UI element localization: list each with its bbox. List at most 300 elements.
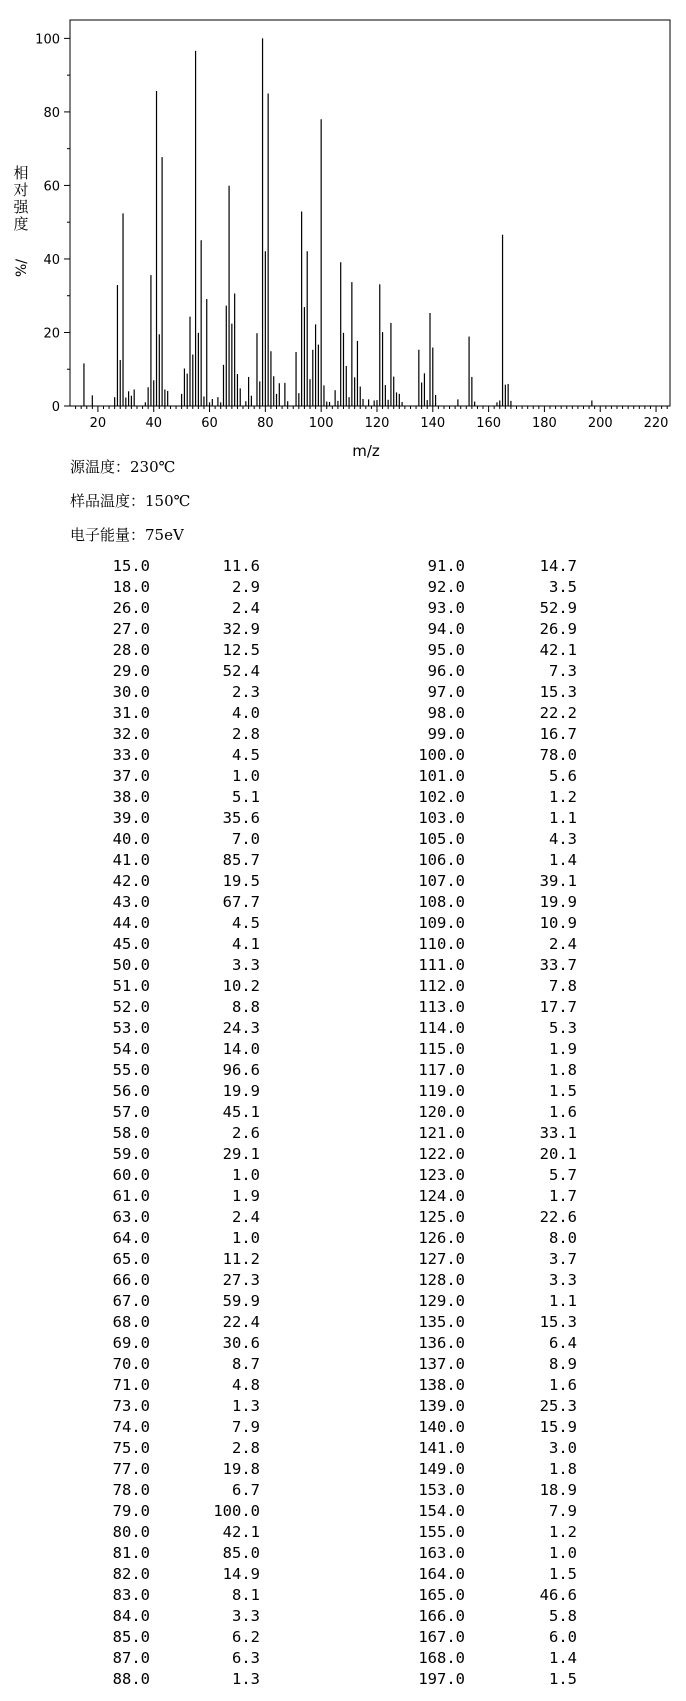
mz-cell: 166.0 [418, 1607, 465, 1625]
intensity-cell: 19.5 [222, 872, 260, 890]
mz-cell: 121.0 [418, 1124, 465, 1142]
intensity-cell: 1.8 [549, 1460, 577, 1478]
table-row-right [0, 934, 686, 955]
mz-cell: 55.0 [112, 1061, 150, 1079]
mz-cell: 27.0 [112, 620, 150, 638]
intensity-cell: 22.2 [539, 704, 577, 722]
mz-cell: 75.0 [112, 1439, 150, 1457]
peak-table [0, 556, 686, 1696]
mz-cell: 91.0 [427, 557, 465, 575]
intensity-cell: 4.5 [232, 746, 260, 764]
table-row-right [0, 1018, 686, 1039]
intensity-cell: 78.0 [539, 746, 577, 764]
intensity-cell: 16.7 [539, 725, 577, 743]
table-row-right [0, 1438, 686, 1459]
intensity-cell: 8.1 [232, 1586, 260, 1604]
mz-cell: 45.0 [112, 935, 150, 953]
table-row-right [0, 724, 686, 745]
table-row-right [0, 1522, 686, 1543]
mz-cell: 94.0 [427, 620, 465, 638]
intensity-cell: 14.7 [539, 557, 577, 575]
table-row-right [0, 619, 686, 640]
mz-cell: 88.0 [112, 1670, 150, 1688]
intensity-cell: 7.8 [549, 977, 577, 995]
intensity-cell: 6.4 [549, 1334, 577, 1352]
mz-cell: 164.0 [418, 1565, 465, 1583]
table-row-right [0, 829, 686, 850]
intensity-cell: 22.4 [222, 1313, 260, 1331]
mz-cell: 60.0 [112, 1166, 150, 1184]
table-row-right [0, 1396, 686, 1417]
mz-cell: 139.0 [418, 1397, 465, 1415]
intensity-cell: 8.7 [232, 1355, 260, 1373]
x-tick-label: 100 [308, 416, 334, 431]
intensity-cell: 26.9 [539, 620, 577, 638]
intensity-cell: 4.1 [232, 935, 260, 953]
intensity-cell: 2.3 [232, 683, 260, 701]
intensity-cell: 1.0 [232, 1166, 260, 1184]
intensity-cell: 33.7 [539, 956, 577, 974]
table-row-right [0, 1039, 686, 1060]
intensity-cell: 7.0 [232, 830, 260, 848]
y-tick-label: 0 [51, 400, 60, 415]
intensity-cell: 100.0 [213, 1502, 260, 1520]
mz-cell: 31.0 [112, 704, 150, 722]
mz-cell: 103.0 [418, 809, 465, 827]
table-row-right [0, 787, 686, 808]
intensity-cell: 24.3 [222, 1019, 260, 1037]
table-row-right [0, 1228, 686, 1249]
intensity-cell: 59.9 [222, 1292, 260, 1310]
x-tick-label: 180 [532, 416, 557, 431]
mz-cell: 112.0 [418, 977, 465, 995]
y-tick-label: 60 [43, 179, 60, 195]
intensity-cell: 12.5 [222, 641, 260, 659]
mz-cell: 140.0 [418, 1418, 465, 1436]
intensity-cell: 1.3 [232, 1670, 260, 1688]
table-row-right [0, 1501, 686, 1522]
table-row-right [0, 1270, 686, 1291]
table-row-right [0, 577, 686, 598]
intensity-cell: 1.5 [549, 1565, 577, 1583]
x-tick-label: 140 [420, 416, 446, 431]
mz-cell: 73.0 [112, 1397, 150, 1415]
x-tick-label: 20 [89, 416, 107, 431]
intensity-cell: 1.9 [549, 1040, 577, 1058]
table-row-right [0, 766, 686, 787]
intensity-cell: 20.1 [539, 1145, 577, 1163]
mz-cell: 165.0 [418, 1586, 465, 1604]
table-row-right [0, 1102, 686, 1123]
x-tick-label: 160 [476, 416, 502, 431]
intensity-cell: 15.3 [539, 1313, 577, 1331]
table-row-right [0, 1144, 686, 1165]
intensity-cell: 1.7 [549, 1187, 577, 1205]
mz-cell: 37.0 [112, 767, 150, 785]
source-temperature: 源温度：230℃ [70, 458, 176, 476]
mz-cell: 68.0 [112, 1313, 150, 1331]
y-tick-label: 40 [43, 252, 60, 268]
intensity-cell: 35.6 [222, 809, 260, 827]
intensity-cell: 19.9 [539, 893, 577, 911]
table-row-right [0, 1291, 686, 1312]
mz-cell: 81.0 [112, 1544, 150, 1562]
mz-cell: 99.0 [427, 725, 465, 743]
intensity-cell: 6.0 [549, 1628, 577, 1646]
intensity-cell: 33.1 [539, 1124, 577, 1142]
x-tick-label: 80 [257, 416, 274, 431]
mz-cell: 29.0 [112, 662, 150, 680]
mz-cell: 79.0 [112, 1502, 150, 1520]
table-row-right [0, 1627, 686, 1648]
intensity-cell: 7.9 [232, 1418, 260, 1436]
mz-cell: 110.0 [418, 935, 465, 953]
y-axis-label-char: 强 [13, 198, 29, 216]
table-row-right [0, 1564, 686, 1585]
mz-cell: 87.0 [112, 1649, 150, 1667]
table-row-right [0, 850, 686, 871]
y-axis-label-unit: %/ [14, 258, 30, 278]
mz-cell: 125.0 [418, 1208, 465, 1226]
table-row-right [0, 1333, 686, 1354]
mz-cell: 136.0 [418, 1334, 465, 1352]
table-row-right [0, 1459, 686, 1480]
y-tick-label: 20 [43, 326, 60, 342]
table-row-right [0, 1375, 686, 1396]
intensity-cell: 85.0 [222, 1544, 260, 1562]
intensity-cell: 45.1 [222, 1103, 260, 1121]
mz-cell: 66.0 [112, 1271, 150, 1289]
intensity-cell: 1.1 [549, 809, 577, 827]
table-row-right [0, 1165, 686, 1186]
intensity-cell: 17.7 [539, 998, 577, 1016]
intensity-cell: 2.4 [232, 1208, 260, 1226]
mz-cell: 102.0 [418, 788, 465, 806]
intensity-cell: 30.6 [222, 1334, 260, 1352]
mz-cell: 128.0 [418, 1271, 465, 1289]
intensity-cell: 7.3 [549, 662, 577, 680]
intensity-cell: 5.3 [549, 1019, 577, 1037]
intensity-cell: 46.6 [539, 1586, 577, 1604]
mz-cell: 57.0 [112, 1103, 150, 1121]
intensity-cell: 19.9 [222, 1082, 260, 1100]
intensity-cell: 19.8 [222, 1460, 260, 1478]
peak-bars [84, 38, 592, 406]
intensity-cell: 3.3 [549, 1271, 577, 1289]
mz-cell: 98.0 [427, 704, 465, 722]
plot-frame [70, 20, 670, 406]
mz-cell: 100.0 [418, 746, 465, 764]
intensity-cell: 6.2 [232, 1628, 260, 1646]
intensity-cell: 7.9 [549, 1502, 577, 1520]
mz-cell: 63.0 [112, 1208, 150, 1226]
x-tick-label: 120 [364, 416, 390, 431]
table-row-right [0, 997, 686, 1018]
table-row-right [0, 745, 686, 766]
intensity-cell: 67.7 [222, 893, 260, 911]
mz-cell: 51.0 [112, 977, 150, 995]
mz-cell: 141.0 [418, 1439, 465, 1457]
mz-cell: 111.0 [418, 956, 465, 974]
table-row-right [0, 1606, 686, 1627]
mz-cell: 53.0 [112, 1019, 150, 1037]
table-row-right [0, 1543, 686, 1564]
mz-cell: 69.0 [112, 1334, 150, 1352]
intensity-cell: 14.0 [222, 1040, 260, 1058]
sample-temperature: 样品温度：150℃ [70, 492, 191, 510]
intensity-cell: 2.8 [232, 1439, 260, 1457]
mz-cell: 32.0 [112, 725, 150, 743]
intensity-cell: 1.6 [549, 1376, 577, 1394]
table-row-right [0, 871, 686, 892]
intensity-cell: 1.8 [549, 1061, 577, 1079]
mass-spectrum-chart [0, 0, 686, 470]
table-row-right [0, 640, 686, 661]
intensity-cell: 25.3 [539, 1397, 577, 1415]
table-row-right [0, 703, 686, 724]
intensity-cell: 2.4 [232, 599, 260, 617]
intensity-cell: 3.0 [549, 1439, 577, 1457]
intensity-cell: 8.0 [549, 1229, 577, 1247]
intensity-cell: 5.6 [549, 767, 577, 785]
table-row-right [0, 1123, 686, 1144]
intensity-cell: 8.9 [549, 1355, 577, 1373]
mz-cell: 120.0 [418, 1103, 465, 1121]
intensity-cell: 2.6 [232, 1124, 260, 1142]
mz-cell: 107.0 [418, 872, 465, 890]
mz-cell: 64.0 [112, 1229, 150, 1247]
x-tick-label: 200 [587, 416, 613, 431]
mz-cell: 30.0 [112, 683, 150, 701]
intensity-cell: 11.2 [222, 1250, 260, 1268]
table-row-right [0, 955, 686, 976]
intensity-cell: 42.1 [539, 641, 577, 659]
intensity-cell: 1.0 [232, 1229, 260, 1247]
intensity-cell: 1.3 [232, 1397, 260, 1415]
intensity-cell: 5.8 [549, 1607, 577, 1625]
mz-cell: 129.0 [418, 1292, 465, 1310]
mz-cell: 33.0 [112, 746, 150, 764]
intensity-cell: 10.2 [222, 977, 260, 995]
intensity-cell: 1.4 [549, 851, 577, 869]
mz-cell: 127.0 [418, 1250, 465, 1268]
intensity-cell: 3.5 [549, 578, 577, 596]
mz-cell: 114.0 [418, 1019, 465, 1037]
mz-cell: 108.0 [418, 893, 465, 911]
mz-cell: 54.0 [112, 1040, 150, 1058]
intensity-cell: 39.1 [539, 872, 577, 890]
mz-cell: 135.0 [418, 1313, 465, 1331]
intensity-cell: 15.9 [539, 1418, 577, 1436]
mz-cell: 43.0 [112, 893, 150, 911]
mz-cell: 82.0 [112, 1565, 150, 1583]
mz-cell: 38.0 [112, 788, 150, 806]
table-row-right [0, 808, 686, 829]
table-row-right [0, 1312, 686, 1333]
x-axis-label: m/z [352, 442, 380, 460]
intensity-cell: 11.6 [222, 557, 260, 575]
x-tick-label: 60 [201, 416, 218, 431]
mz-cell: 26.0 [112, 599, 150, 617]
intensity-cell: 32.9 [222, 620, 260, 638]
mz-cell: 137.0 [418, 1355, 465, 1373]
mz-cell: 97.0 [427, 683, 465, 701]
mz-cell: 61.0 [112, 1187, 150, 1205]
intensity-cell: 6.3 [232, 1649, 260, 1667]
table-row-right [0, 1354, 686, 1375]
intensity-cell: 2.4 [549, 935, 577, 953]
intensity-cell: 1.2 [549, 788, 577, 806]
intensity-cell: 3.3 [232, 956, 260, 974]
mz-cell: 153.0 [418, 1481, 465, 1499]
mz-cell: 197.0 [418, 1670, 465, 1688]
mz-cell: 59.0 [112, 1145, 150, 1163]
intensity-cell: 27.3 [222, 1271, 260, 1289]
table-row-right [0, 661, 686, 682]
mz-cell: 163.0 [418, 1544, 465, 1562]
mz-cell: 39.0 [112, 809, 150, 827]
intensity-cell: 42.1 [222, 1523, 260, 1541]
table-row-right [0, 682, 686, 703]
intensity-cell: 2.9 [232, 578, 260, 596]
intensity-cell: 2.8 [232, 725, 260, 743]
table-row-right [0, 1060, 686, 1081]
mz-cell: 117.0 [418, 1061, 465, 1079]
table-row-right [0, 1081, 686, 1102]
intensity-cell: 4.3 [549, 830, 577, 848]
intensity-cell: 10.9 [539, 914, 577, 932]
table-row-right [0, 1585, 686, 1606]
mz-cell: 122.0 [418, 1145, 465, 1163]
y-axis [35, 32, 70, 415]
mz-cell: 85.0 [112, 1628, 150, 1646]
intensity-cell: 1.5 [549, 1082, 577, 1100]
intensity-cell: 22.6 [539, 1208, 577, 1226]
mz-cell: 115.0 [418, 1040, 465, 1058]
intensity-cell: 3.7 [549, 1250, 577, 1268]
mz-cell: 84.0 [112, 1607, 150, 1625]
intensity-cell: 1.9 [232, 1187, 260, 1205]
intensity-cell: 3.3 [232, 1607, 260, 1625]
intensity-cell: 1.1 [549, 1292, 577, 1310]
table-row-right [0, 913, 686, 934]
mz-cell: 28.0 [112, 641, 150, 659]
mz-cell: 74.0 [112, 1418, 150, 1436]
mz-cell: 18.0 [112, 578, 150, 596]
mz-cell: 101.0 [418, 767, 465, 785]
mz-cell: 15.0 [112, 557, 150, 575]
mz-cell: 52.0 [112, 998, 150, 1016]
mz-cell: 77.0 [112, 1460, 150, 1478]
mz-cell: 92.0 [427, 578, 465, 596]
y-axis-label-char: 度 [13, 215, 29, 233]
table-row-right [0, 1417, 686, 1438]
table-row-right [0, 892, 686, 913]
intensity-cell: 5.1 [232, 788, 260, 806]
intensity-cell: 1.5 [549, 1670, 577, 1688]
intensity-cell: 29.1 [222, 1145, 260, 1163]
intensity-cell: 18.9 [539, 1481, 577, 1499]
table-row-right [0, 1207, 686, 1228]
mz-cell: 58.0 [112, 1124, 150, 1142]
intensity-cell: 15.3 [539, 683, 577, 701]
table-row-right [0, 556, 686, 577]
table-row-right [0, 598, 686, 619]
intensity-cell: 1.2 [549, 1523, 577, 1541]
y-tick-label: 100 [35, 32, 60, 48]
mz-cell: 155.0 [418, 1523, 465, 1541]
mz-cell: 119.0 [418, 1082, 465, 1100]
intensity-cell: 14.9 [222, 1565, 260, 1583]
mz-cell: 44.0 [112, 914, 150, 932]
mz-cell: 168.0 [418, 1649, 465, 1667]
y-axis-label-cn [13, 164, 29, 233]
mz-cell: 93.0 [427, 599, 465, 617]
electron-energy: 电子能量：75eV [70, 526, 184, 544]
mz-cell: 149.0 [418, 1460, 465, 1478]
x-tick-label: 220 [643, 416, 669, 431]
mz-cell: 124.0 [418, 1187, 465, 1205]
table-row-right [0, 1669, 686, 1690]
table-row-right [0, 1249, 686, 1270]
mz-cell: 80.0 [112, 1523, 150, 1541]
mz-cell: 113.0 [418, 998, 465, 1016]
intensity-cell: 4.8 [232, 1376, 260, 1394]
y-axis-label-char: 对 [13, 181, 29, 199]
mz-cell: 126.0 [418, 1229, 465, 1247]
intensity-cell: 1.0 [549, 1544, 577, 1562]
mz-cell: 95.0 [427, 641, 465, 659]
intensity-cell: 1.0 [232, 767, 260, 785]
mz-cell: 83.0 [112, 1586, 150, 1604]
x-axis [76, 406, 669, 431]
intensity-cell: 1.6 [549, 1103, 577, 1121]
mz-cell: 42.0 [112, 872, 150, 890]
y-axis-label-char: 相 [13, 164, 29, 182]
mz-cell: 105.0 [418, 830, 465, 848]
table-row-right [0, 976, 686, 997]
mz-cell: 41.0 [112, 851, 150, 869]
y-axis-label [13, 164, 30, 277]
mz-cell: 56.0 [112, 1082, 150, 1100]
mz-cell: 71.0 [112, 1376, 150, 1394]
mz-cell: 138.0 [418, 1376, 465, 1394]
mz-cell: 109.0 [418, 914, 465, 932]
intensity-cell: 1.4 [549, 1649, 577, 1667]
mz-cell: 123.0 [418, 1166, 465, 1184]
intensity-cell: 52.9 [539, 599, 577, 617]
intensity-cell: 52.4 [222, 662, 260, 680]
table-row-right [0, 1480, 686, 1501]
mz-cell: 40.0 [112, 830, 150, 848]
intensity-cell: 6.7 [232, 1481, 260, 1499]
x-tick-label: 40 [145, 416, 162, 431]
y-tick-label: 80 [43, 105, 60, 121]
mz-cell: 50.0 [112, 956, 150, 974]
mz-cell: 96.0 [427, 662, 465, 680]
mz-cell: 70.0 [112, 1355, 150, 1373]
table-row-right [0, 1186, 686, 1207]
table-row-right [0, 1648, 686, 1669]
mz-cell: 65.0 [112, 1250, 150, 1268]
intensity-cell: 85.7 [222, 851, 260, 869]
intensity-cell: 5.7 [549, 1166, 577, 1184]
mz-cell: 154.0 [418, 1502, 465, 1520]
mz-cell: 67.0 [112, 1292, 150, 1310]
mz-cell: 167.0 [418, 1628, 465, 1646]
mz-cell: 78.0 [112, 1481, 150, 1499]
intensity-cell: 4.0 [232, 704, 260, 722]
